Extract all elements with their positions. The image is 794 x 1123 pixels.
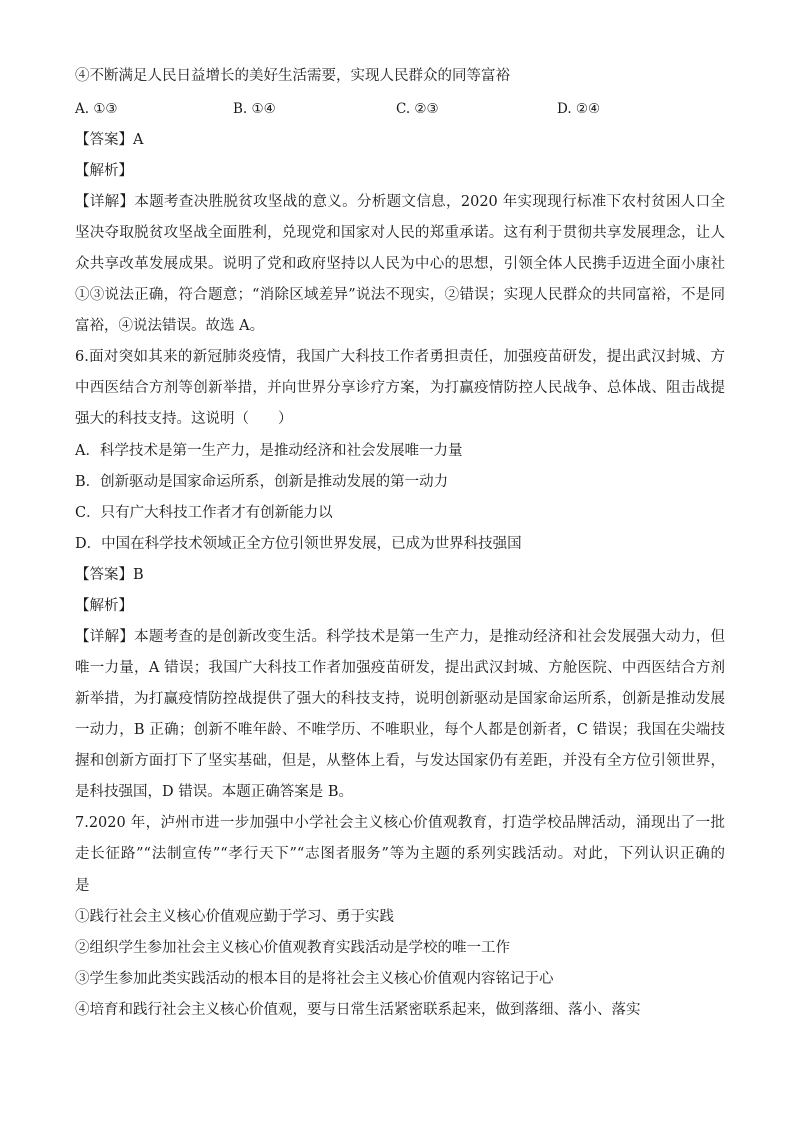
q6-detail-line: 一动力，B 正确；创新不唯年龄、不唯学历、不唯职业，每个人都是创新者，C 错误；我国在尖端技 bbox=[75, 722, 725, 738]
q7-item: ②组织学生参加社会主义核心价值观教育实践活动是学校的唯一工作 bbox=[75, 940, 510, 956]
q7-stem-line: 7.2020 年，泸州市进一步加强中小学社会主义核心价值观教育，打造学校品牌活动，涌现出了一批 bbox=[75, 815, 725, 831]
q7-item: ③学生参加此类实践活动的根本目的是将社会主义核心价值观内容铭记于心 bbox=[75, 971, 554, 987]
q7-stem-line: 是 bbox=[75, 878, 90, 894]
q6-answer: 【答案】B bbox=[75, 567, 144, 583]
q6-stem-line: 中西医结合方剂等创新举措，并向世界分享诊疗方案，为打赢疫情防控人民战争、总体战、阻击战提 bbox=[75, 380, 725, 396]
q5-detail-line: 众共享改革发展成果。说明了党和政府坚持以人民为中心的思想，引领全体人民携手迈进全面小康社 bbox=[75, 256, 725, 272]
q7-item: ④培育和践行社会主义核心价值观，要与日常生活紧密联系起来，做到落细、落小、落实 bbox=[75, 1002, 641, 1018]
q5-option-d: D. ②④ bbox=[557, 101, 601, 117]
q6-detail-line: 是科技强国，D 错误。本题正确答案是 B。 bbox=[75, 784, 353, 800]
q6-analysis-heading: 【解析】 bbox=[75, 598, 133, 614]
q6-option-a: A．科学技术是第一生产力，是推动经济和社会发展唯一力量 bbox=[75, 443, 463, 459]
q5-answer: 【答案】A bbox=[75, 132, 144, 148]
q6-option-d: D．中国在科学技术领域正全方位引领世界发展，已成为世界科技强国 bbox=[75, 536, 522, 552]
q7-item: ①践行社会主义核心价值观应勤于学习、勇于实践 bbox=[75, 909, 394, 925]
q6-option-c: C．只有广大科技工作者才有创新能力以 bbox=[75, 505, 333, 521]
q5-detail-line: 坚决夺取脱贫攻坚战全面胜利，兑现党和国家对人民的郑重承诺。这有利于贯彻共享发展理念，让人 bbox=[75, 225, 725, 241]
q6-detail-line: 握和创新方面打下了坚实基础，但是，从整体上看，与发达国家仍有差距，并没有全方位引领世界， bbox=[75, 753, 725, 769]
q5-detail-line: ①③说法正确，符合题意；“消除区域差异”说法不现实，②错误；实现人民群众的共同富裕，不是同 bbox=[75, 287, 725, 303]
q5-option-a: A. ①③ bbox=[75, 101, 118, 117]
q6-stem-line: 强大的科技支持。这说明（ ） bbox=[75, 411, 293, 427]
q6-option-b: B．创新驱动是国家命运所系，创新是推动发展的第一动力 bbox=[75, 474, 449, 490]
q5-option-c: C. ②③ bbox=[396, 101, 439, 117]
q5-option-b: B. ①④ bbox=[233, 101, 276, 117]
q6-detail-line: 新举措，为打赢疫情防控战提供了强大的科技支持，说明创新驱动是国家命运所系，创新是推动发展 bbox=[75, 691, 725, 707]
q5-analysis-heading: 【解析】 bbox=[75, 163, 133, 179]
q6-detail-line: 唯一力量，A 错误；我国广大科技工作者加强疫苗研发，提出武汉封城、方舱医院、中西医结合方剂 bbox=[75, 660, 725, 676]
q6-detail-line: 【详解】本题考查的是创新改变生活。科学技术是第一生产力，是推动经济和社会发展强大动力，但 bbox=[75, 629, 725, 645]
q5-stem-item-4: ④不断满足人民日益增长的美好生活需要，实现人民群众的同等富裕 bbox=[75, 68, 510, 84]
q5-detail-line: 【详解】本题考查决胜脱贫攻坚战的意义。分析题文信息，2020 年实现现行标准下农村贫困人口全 bbox=[75, 194, 725, 210]
q7-stem-line: 走长征路”“法制宣传”“孝行天下”“志图者服务”等为主题的系列实践活动。对此，下列认识正确的 bbox=[75, 846, 725, 862]
q5-detail-line: 富裕，④说法错误。故选 A。 bbox=[75, 318, 265, 334]
q6-stem-line: 6.面对突如其来的新冠肺炎疫情，我国广大科技工作者勇担责任，加强疫苗研发，提出武汉封城、方 bbox=[75, 349, 725, 365]
